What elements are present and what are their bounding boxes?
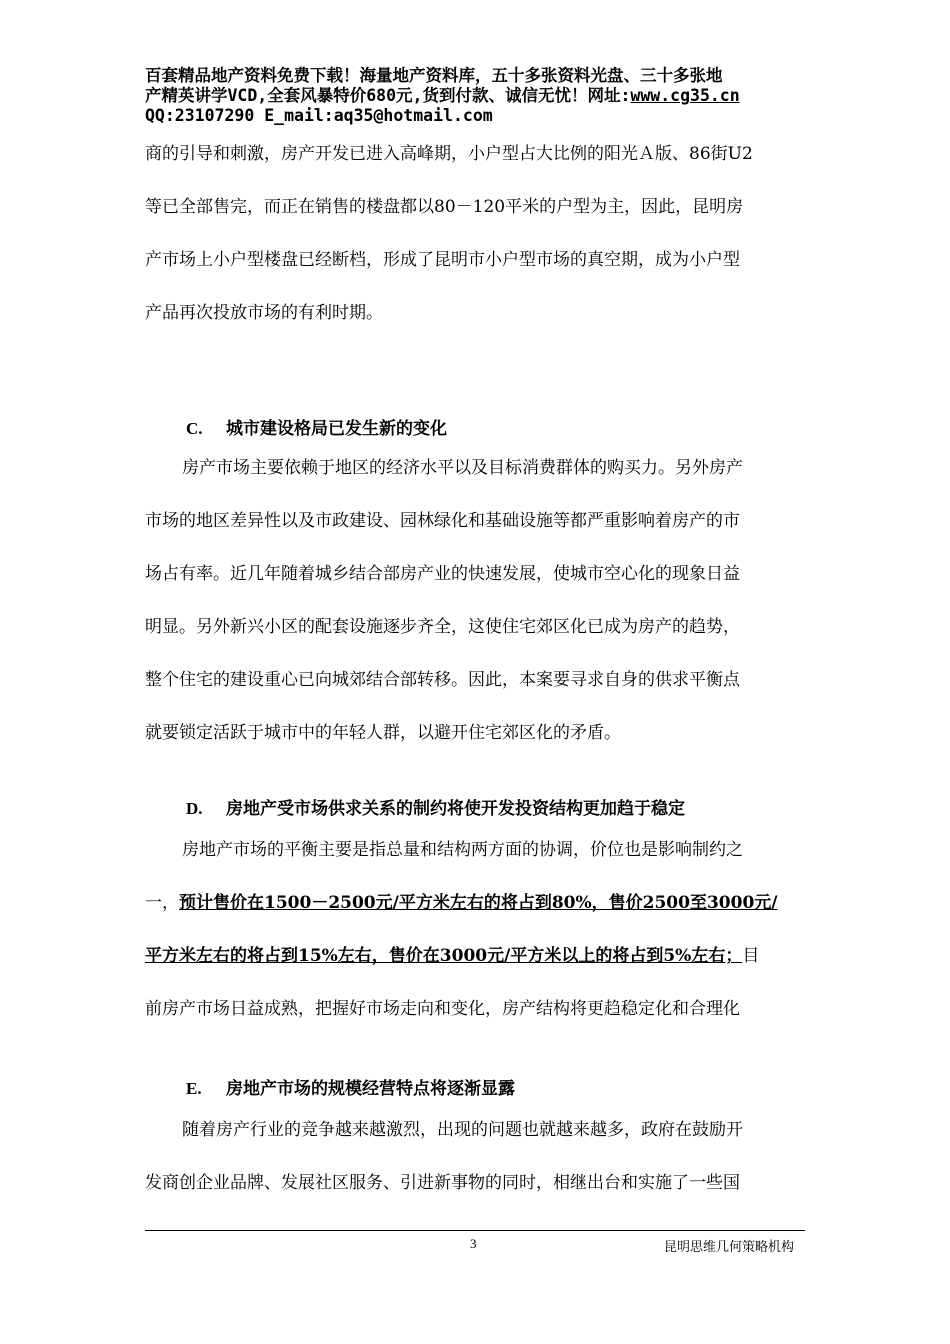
section-e-letter: E. [186,1079,202,1098]
section-c-heading [186,414,447,439]
paragraph-line: 就要锁定活跃于城市中的年轻人群，以避开住宅郊区化的矛盾。 [145,723,621,743]
paragraph-line [145,930,815,983]
section-e-title: 房地产市场的规模经营特点将逐渐显露 [226,1079,515,1099]
paragraph-line: 房产市场主要依赖于地区的经济水平以及目标消费群体的购买力。另外房产 [182,458,743,478]
header-line-2 [145,86,815,106]
website-link[interactable]: www.cg35.cn [630,86,740,105]
section-c-paragraph [145,442,815,760]
page-number: 3 [470,1236,477,1251]
footer-divider [145,1230,805,1231]
section-c-title: 城市建设格局已发生新的变化 [226,419,447,439]
paragraph-line: 产品再次投放市场的有利时期。 [145,303,383,323]
intro-paragraph [145,128,815,340]
line-suffix: 目 [742,946,760,966]
paragraph-line: 明显。另外新兴小区的配套设施逐步齐全，这使住宅郊区化已成为房产的趋势， [145,617,740,637]
paragraph-line: 场占有率。近几年随着城乡结合部房产业的快速发展，使城市空心化的现象日益 [145,564,740,584]
section-d-paragraph [145,824,815,1036]
header-line-1: 百套精品地产资料免费下载！海量地产资料库，五十多张资料光盘、三十多张地 [145,66,723,85]
header-line-2-text: 产精英讲学VCD,全套风暴特价680元,货到付款、诚信无忧！网址: [145,86,631,105]
promo-header [145,66,815,126]
price-forecast-underlined: 预计售价在1500－2500元/平方米左右的将占到80%，售价2500至3000元/ [179,893,778,913]
paragraph-line: 整个住宅的建设重心已向城郊结合部转移。因此，本案要寻求自身的供求平衡点 [145,670,740,690]
paragraph-line: 房地产市场的平衡主要是指总量和结构两方面的协调，价位也是影响制约之 [182,840,743,860]
paragraph-line [145,877,815,930]
paragraph-line: 前房产市场日益成熟，把握好市场走向和变化，房产结构将更趋稳定化和合理化 [145,999,740,1019]
paragraph-line: 市场的地区差异性以及市政建设、园林绿化和基础设施等都严重影响着房产的市 [145,511,740,531]
paragraph-line: 产市场上小户型楼盘已经断档，形成了昆明市小户型市场的真空期，成为小户型 [145,250,740,270]
header-contact-line: QQ:23107290 E_mail:aq35@hotmail.com [145,106,493,125]
section-d-title: 房地产受市场供求关系的制约将使开发投资结构更加趋于稳定 [226,799,685,819]
section-d-heading [186,794,685,819]
paragraph-line: 等已全部售完，而正在销售的楼盘都以80－120平米的户型为主，因此，昆明房 [145,197,744,217]
section-c-letter: C. [186,419,203,438]
paragraph-line: 发商创企业品牌、发展社区服务、引进新事物的同时，相继出台和实施了一些国 [145,1173,740,1193]
footer-organization: 昆明思维几何策略机构 [664,1240,795,1255]
line-prefix: 一， [145,893,179,913]
section-e-paragraph [145,1104,815,1210]
section-d-letter: D. [186,799,203,818]
paragraph-line: 商的引导和刺激，房产开发已进入高峰期，小户型占大比例的阳光Ａ版、86街U2 [145,144,753,164]
paragraph-line: 随着房产行业的竞争越来越激烈，出现的问题也就越来越多，政府在鼓励开 [182,1120,743,1140]
section-e-heading [186,1074,515,1099]
price-forecast-underlined: 平方米左右的将占到15%左右，售价在3000元/平方米以上的将占到5%左右； [145,946,743,966]
